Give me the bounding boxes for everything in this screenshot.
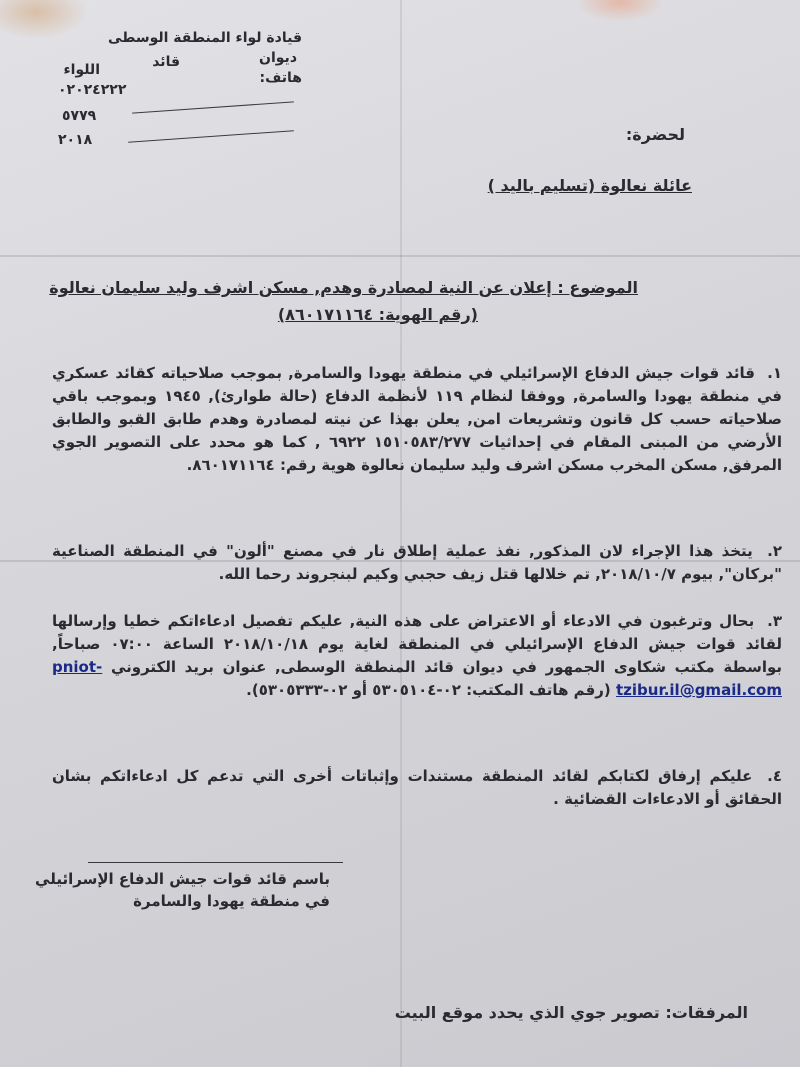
email-link[interactable]: pniot-tzibur.il@gmail.com [52,658,782,699]
header-line1: قيادة لواء المنطقة الوسطى [108,30,302,46]
header-divan: ديوان [259,50,297,66]
subject-id-line: (رقم الهوية: ٨٦٠١٧١١٦٤) [277,305,478,324]
header-phone-label: هاتف: [259,70,302,86]
signature-line2: في منطقة يهودا والسامرة [133,892,330,910]
reference-line [132,101,294,113]
paragraph-text: يتخذ هذا الإجراء لان المذكور, نفذ عملية إطلاق نار في مصنع "ألون" في المنطقة الصناعية "بركان", بيوم ٢٠١٨/١٠/٧, تم خلالها قتل زيف حجبي وكيم لبنجروند رحما الله. [52,542,782,583]
header-commander: قائد [152,54,180,70]
attachments-line [395,1003,748,1022]
paragraph-text: بحال وترغبون في الادعاء أو الاعتراض على هذه النية, عليكم تفصيل ادعاءاتكم خطيا وإرسالها لقائد قوات جيش الدفاع الإسرائيلي في المنطقة لغاية يوم ٢٠١٨/١٠/١٨ الساعة ٠٧:٠٠ صباحاً, بواسطة مكتب شكاوى الجمهور في ديوان قائد المنطقة الوسطى, عنوان بريد الكتروني [52,612,782,676]
paragraph-number: ٤. [767,767,782,785]
paragraph-4 [52,765,782,811]
document-year: ٢٠١٨ [58,132,93,148]
attachments-text: تصوير جوي الذي يحدد موقع البيت [394,1003,660,1022]
paragraph-2 [52,540,782,586]
attachments-label: المرفقات: [665,1003,748,1022]
subject-line [49,278,638,297]
paragraph-text: عليكم إرفاق لكتابكم لقائد المنطقة مستندات وإثباتات أخرى التي تدعم كل ادعاءاتكم بشان الحقائق أو الادعاءات القضائية . [52,767,782,808]
signature-line1: باسم قائد قوات جيش الدفاع الإسرائيلي [35,870,330,888]
subject-label: الموضوع : [557,278,638,297]
date-line [128,130,294,143]
paragraph-3 [52,610,782,702]
paragraph-number: ١. [767,364,782,382]
addressee-label: لحضرة: [625,125,685,144]
addressee-name [488,176,692,195]
addressee-delivery: (تسليم باليد ) [487,176,596,195]
signature-block [35,868,330,912]
paragraph-text: قائد قوات جيش الدفاع الإسرائيلي في منطقة يهودا والسامرة, بموجب صلاحياته كقائد عسكري في منطقة يهودا والسامرة, ووفقا لنظام ١١٩ لأنظمة الدفاع (حالة طوارئ), ١٩٤٥ وبموجب باقي صلاحياته حسب كل قانون وتشريعات امن, يعلن بهذا عن نيته لمصادرة وهدم طابق القبو والطابق الأرضي من المبنى المقام في إحداثيات ١٥١٠٥٨٣/٢٧٧ ٦٩٢٢ , كما هو محدد على التصوير الجوي المرفق, مسكن المخرب مسكن اشرف وليد سليمان نعالوة هوية رقم: ٨٦٠١٧١١٦٤. [52,364,782,474]
reference-number: ٥٧٧٩ [62,108,97,124]
paper-fold [400,0,402,1067]
paragraph-number: ٣. [767,612,782,630]
subject-text: إعلان عن النية لمصادرة وهدم, مسكن اشرف وليد سليمان نعالوة [49,278,552,297]
signature-line [88,862,343,863]
paper-stain [575,0,665,22]
header-brigade: اللواء [63,62,100,78]
paragraph-text-phone: (رقم هاتف المكتب: ٠٢-٥٣٠٥١٠٤ أو ٠٢-٥٣٠٥٣٣٣). [246,681,611,699]
paragraph-1 [52,362,782,477]
header-phone-number: ٠٢٠٢٤٢٢٢ [58,82,127,98]
addressee-family: عائلة نعالوة [600,176,692,195]
paragraph-number: ٢. [767,542,782,560]
